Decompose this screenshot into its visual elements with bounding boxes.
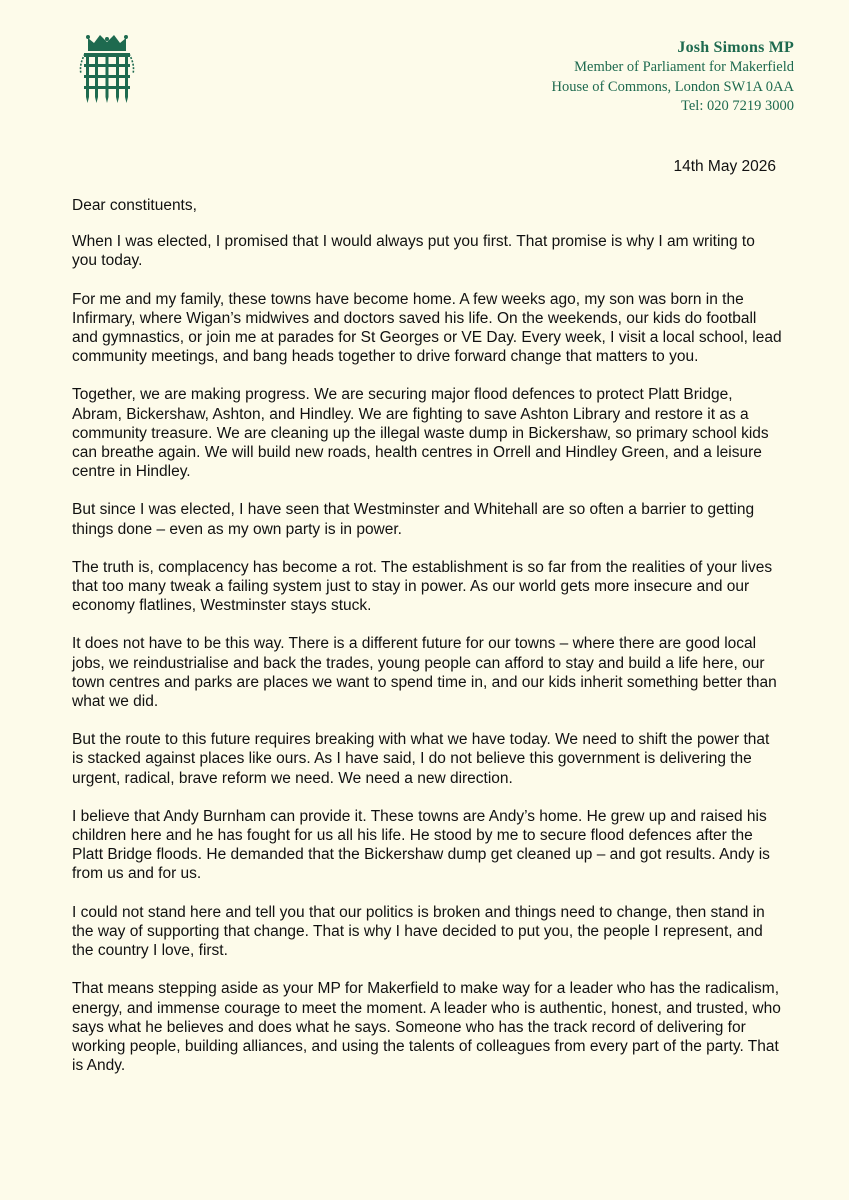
paragraph: But since I was elected, I have seen that Westminster and Whitehall are so often a barrier to getting things done – even as my own party is in power. — [72, 501, 755, 538]
paragraph: That means stepping aside as your MP for Makerfield to make way for a leader who has the radicalism, energy, and immense courage to meet the moment. A leader who is authentic, honest, and trusted, who says what he believes and does what he says. Someone who has the track record of delivering for working people, building alliances, and using the talents of colleagues from every part of the party. That is Andy. — [72, 980, 781, 1075]
paragraph: I could not stand here and tell you that our politics is broken and things need to change, then stand in the way of supporting that change. That is why I have decided to put you, the people I represent, and the country I love, first. — [72, 903, 765, 960]
letterhead — [552, 38, 794, 117]
mp-role: Member of Parliament for Makerfield — [574, 59, 794, 75]
paragraph: But the route to this future requires breaking with what we have today. We need to shift the power that is stacked against places like ours. As I have said, I do not believe this government is delivering the urgent, radical, brave reform we need. We need a new direction. — [72, 731, 770, 787]
mp-telephone: Tel: 020 7219 3000 — [681, 98, 794, 114]
portcullis-icon — [76, 34, 138, 106]
mp-name: Josh Simons MP — [677, 39, 794, 56]
paragraph: It does not have to be this way. There is a different future for our towns – where there are good local jobs, we reindustrialise and back the trades, young people can afford to stay and build a life here, our town centres and parks are places we want to spend time in, and our kids inherit something better than what we did. — [72, 635, 777, 711]
paragraph: For me and my family, these towns have become home. A few weeks ago, my son was born in the Infirmary, where Wigan’s midwives and doctors saved his life. On the weekends, our kids do football and gymnastics, or join me at parades for St Georges or VE Day. Every week, I visit a local school, lead community meetings, and bang heads together to drive forward change that matters to you. — [72, 290, 782, 366]
paragraph: The truth is, complacency has become a rot. The establishment is so far from the realities of your lives that too many tweak a failing system just to stay in power. As our world gets more insecure and our economy flatlines, Westminster stays stuck. — [72, 558, 773, 615]
paragraph: I believe that Andy Burnham can provide it. These towns are Andy’s home. He grew up and raised his children here and he has fought for us all his life. He stood by me to secure flood defences after the Platt Bridge floods. He demanded that the Bickershaw dump get cleaned up – and got results. Andy is from us and for us. — [72, 807, 770, 883]
paragraph: Together, we are making progress. We are securing major flood defences to protect Platt Bridge, Abram, Bickershaw, Ashton, and Hindley. We are fighting to save Ashton Library and restore it as a community treasure. We are cleaning up the illegal waste dump in Bickershaw, so primary school kids can breathe again. We will build new roads, health centres in Orrell and Hindley Green, and a leisure centre in Hindley. — [72, 386, 769, 481]
letter-body — [72, 196, 782, 1094]
paragraph: When I was elected, I promised that I would always put you first. That promise is why I am writing to you today. — [72, 233, 755, 270]
mp-address: House of Commons, London SW1A 0AA — [551, 78, 794, 95]
salutation: Dear constituents, — [72, 197, 197, 214]
letter-date: 14th May 2026 — [673, 158, 776, 175]
